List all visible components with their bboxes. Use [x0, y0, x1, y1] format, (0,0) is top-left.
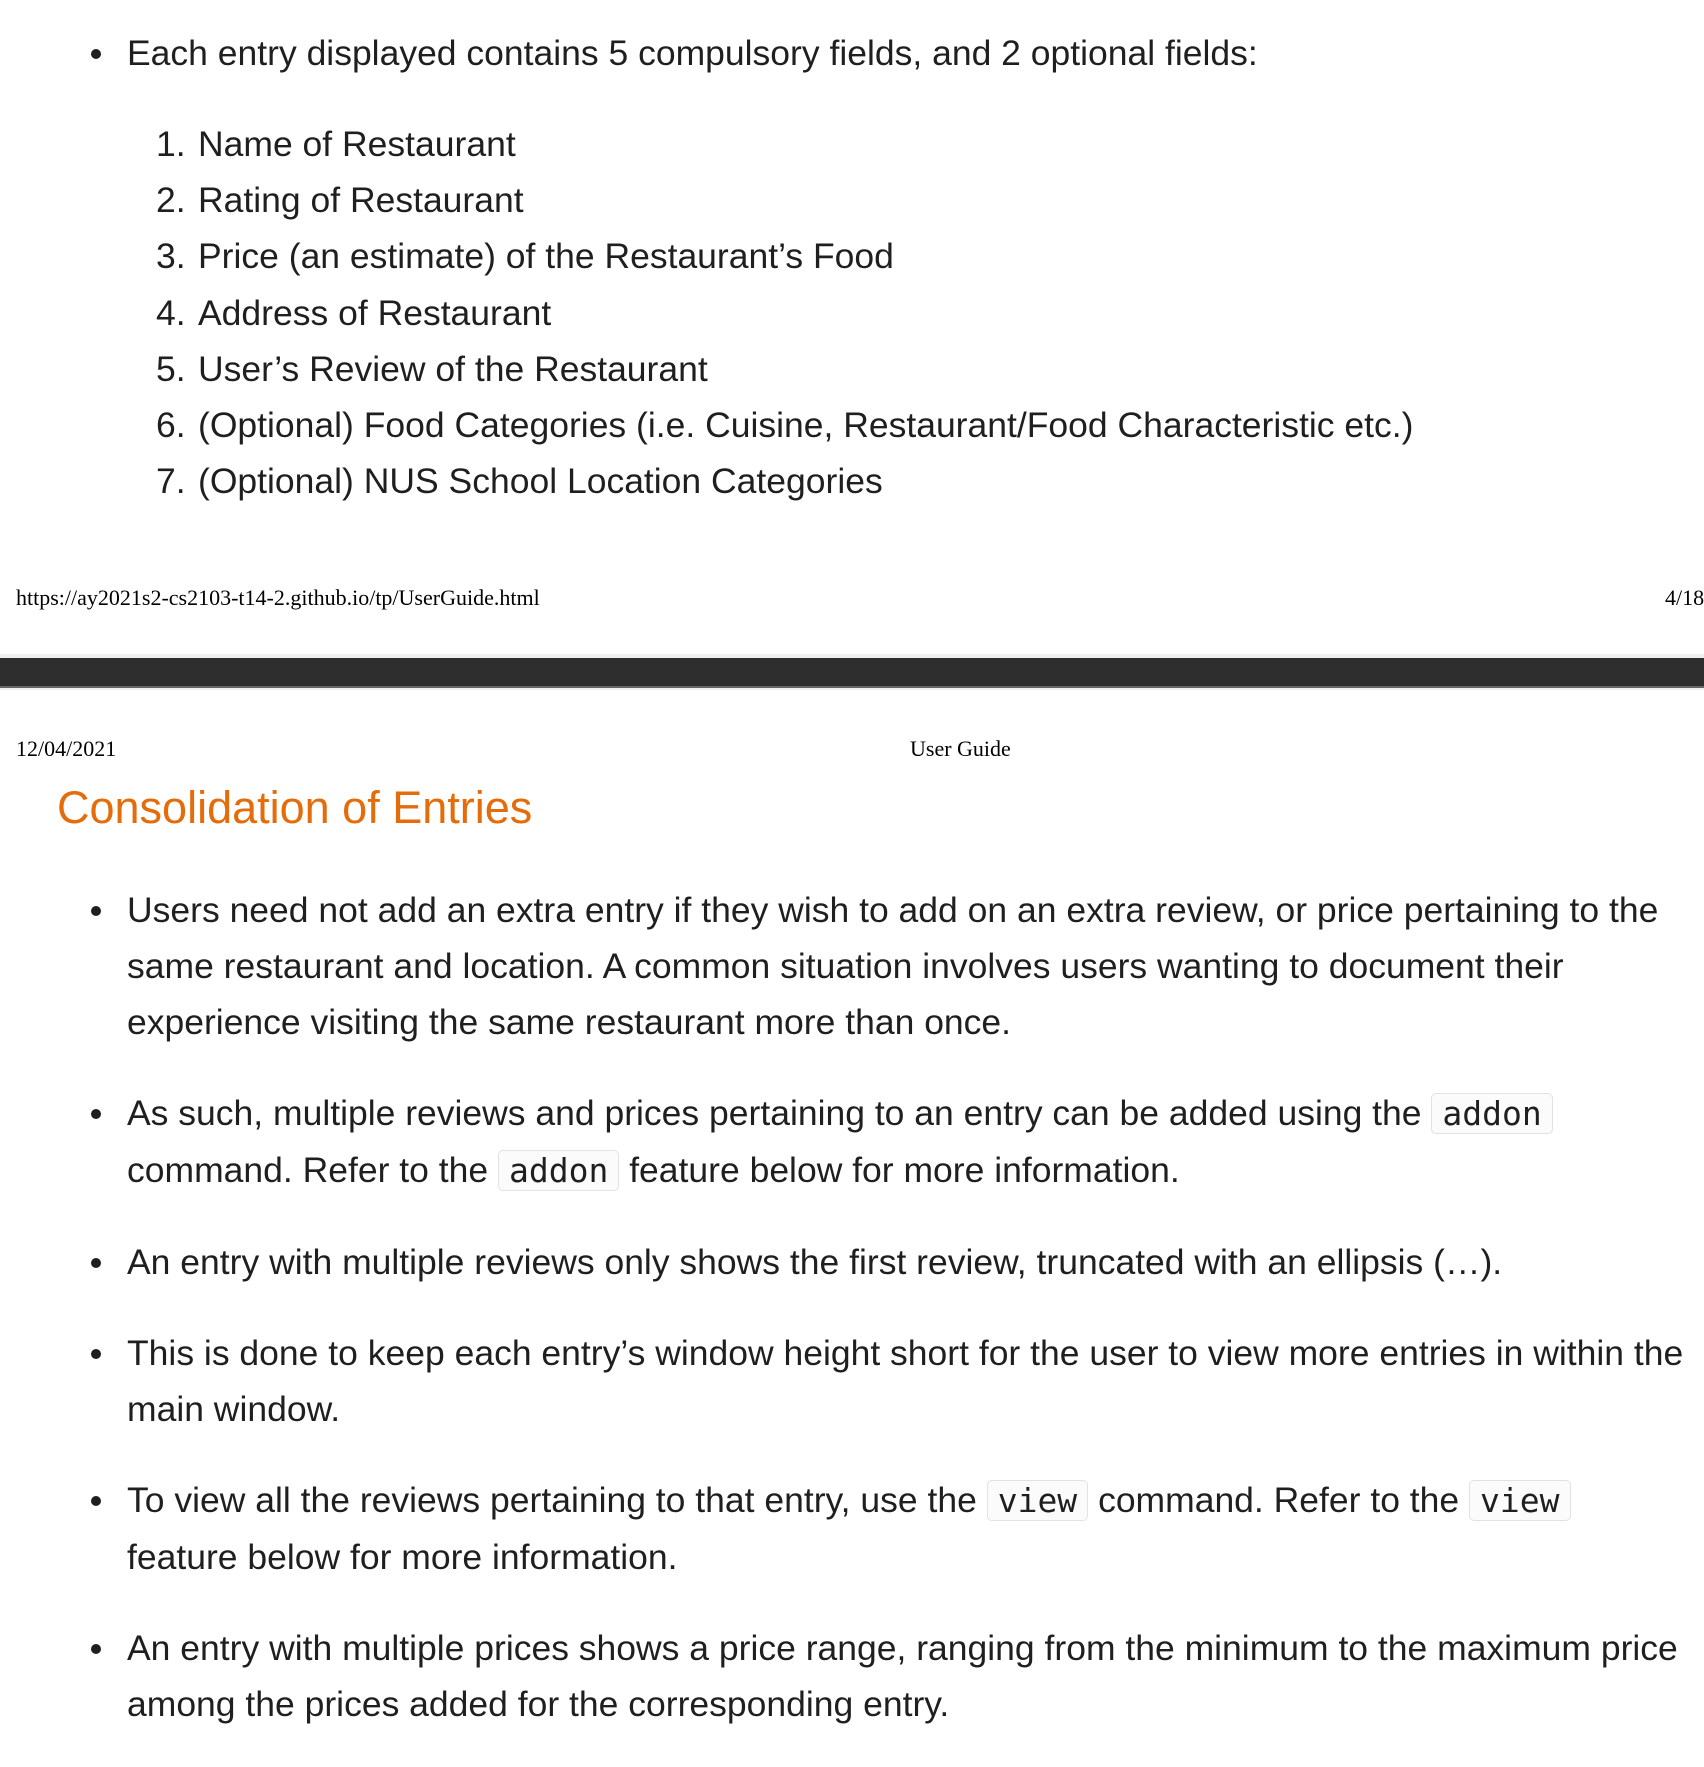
field-item: 3. Price (an estimate) of the Restaurant’s Food [156, 236, 894, 277]
field-item: 6. (Optional) Food Categories (i.e. Cuisine, Restaurant/Food Characteristic etc.) [156, 404, 1414, 445]
footer-url: https://ay2021s2-cs2103-t14-2.github.io/tp/UserGuide.html [16, 585, 540, 610]
addon-code: addon [1431, 1093, 1552, 1134]
list-item: This is done to keep each entry’s window height short for the user to view more entries in within the main window. [127, 1325, 1687, 1437]
consolidation-list [127, 882, 1687, 1767]
field-item: 2. Rating of Restaurant [156, 180, 524, 221]
field-item: 1. Name of Restaurant [156, 124, 516, 164]
header-date: 12/04/2021 [16, 736, 117, 761]
field-item: 7. (Optional) NUS School Location Categories [156, 461, 883, 502]
list-item: As such, multiple reviews and prices pertaining to an entry can be added using the addon command. Refer to the addon feature below for more information. [127, 1085, 1687, 1199]
list-item: To view all the reviews pertaining to that entry, use the view command. Refer to the view feature below for more information. [127, 1472, 1687, 1585]
view-code: view [987, 1480, 1088, 1521]
list-item: Users need not add an extra entry if they wish to add on an extra review, or price pertaining to the same restaurant and location. A common situation involves users wanting to document their experience visiting the same restaurant more than once. [127, 882, 1687, 1050]
list-item: An entry with multiple prices shows a price range, ranging from the minimum to the maximum price among the prices added for the corresponding entry. [127, 1620, 1687, 1732]
fields-list [156, 116, 1414, 509]
header-title: User Guide [910, 736, 1011, 761]
page-separator [0, 658, 1704, 688]
footer-page-number: 4/18 [1665, 585, 1704, 610]
field-item: 4. Address of Restaurant [156, 292, 552, 333]
field-item: 5. User’s Review of the Restaurant [156, 348, 708, 389]
section-heading: Consolidation of Entries [57, 782, 533, 833]
fields-intro-list [127, 25, 1687, 116]
list-item: An entry with multiple reviews only shows the first review, truncated with an ellipsis (…). [127, 1234, 1687, 1290]
addon-code: addon [498, 1150, 619, 1191]
fields-intro-bullet: Each entry displayed contains 5 compulsory fields, and 2 optional fields: [127, 25, 1687, 81]
view-code: view [1469, 1480, 1570, 1521]
